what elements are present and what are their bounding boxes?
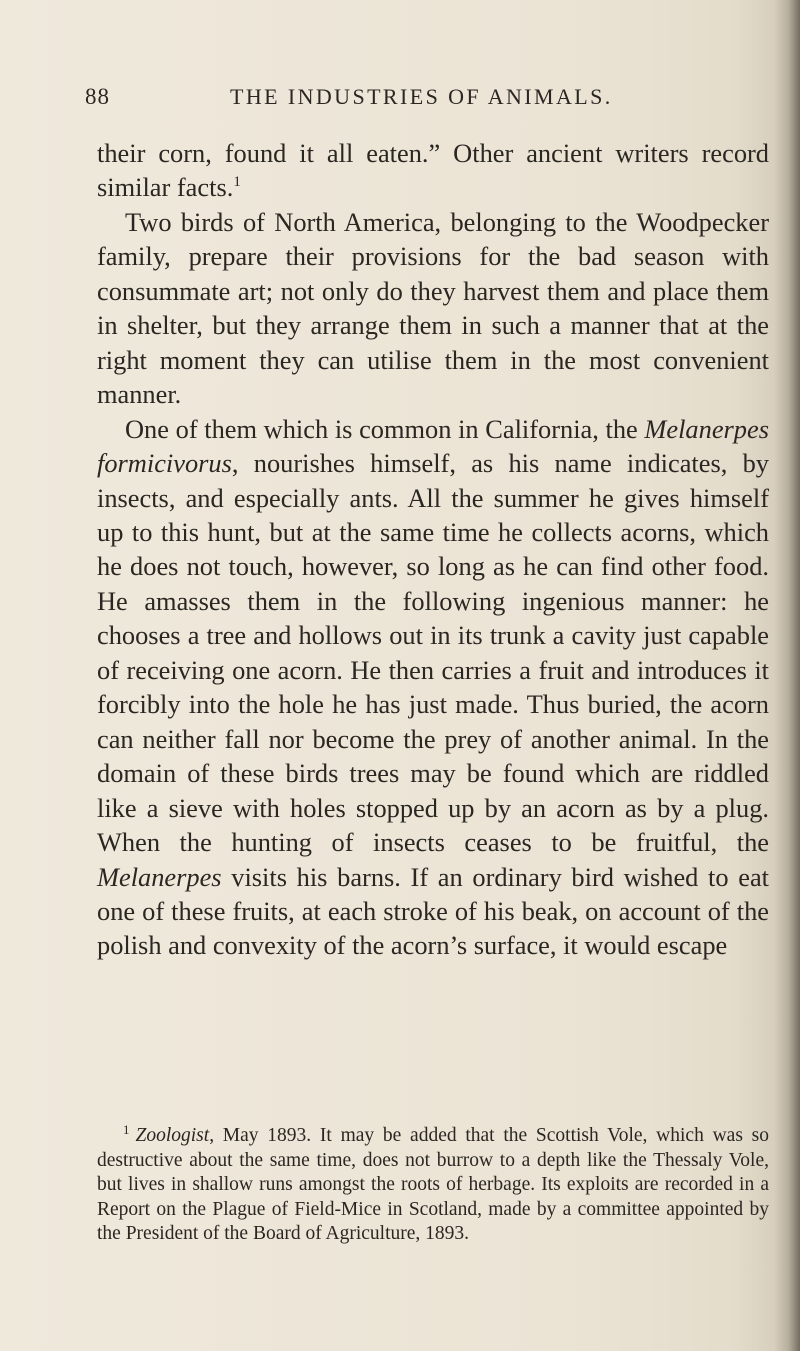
page-number: 88	[85, 84, 110, 109]
running-head: THE INDUSTRIES OF ANIMALS.	[230, 84, 613, 109]
paragraph-3-body: , nourishes himself, as his name indicates, by insects, and especially ants. All the summer he gives himself up to this hunt, but at the same time he collects acorns, which he does not touch, however, so long as he can find other food. He amasses them in the following ingenious manner: he chooses a tree and hollows out in its trunk a cavity just capable of receiving one acorn. He then carries a fruit and introduces it forcibly into the hole he has just made. Thus buried, the acorn can neither fall nor become the prey of another animal. In the domain of these birds trees may be found which are riddled like a sieve with holes stopped up by an acorn as by a plug. When the hunting of insects ceases to be fruitful, the	[97, 448, 769, 858]
footnote-text: , May 1893. It may be added that the Scottish Vole, which was so destructive about the same time, does not burrow to a depth like the Thessaly Vole, but lives in shallow runs amongst the roots of herbage. Its exploits are recorded in a Report on the Plague of Field-Mice in Scotland, made by a committee appointed by the President of the Board of Agriculture, 1893.	[97, 1125, 769, 1245]
paragraph-1-text: their corn, found it all eaten.” Other ancient writers record similar facts.	[97, 138, 769, 203]
footnote-mark: 1	[123, 1122, 130, 1137]
species-name: Melanerpes formicivorus	[97, 413, 769, 479]
footnote-1	[97, 1124, 769, 1247]
footnote-source: Zoologist	[135, 1125, 210, 1146]
page-edge-shadow	[774, 0, 800, 1351]
paragraph-3	[97, 412, 769, 963]
footnote-reference: 1	[233, 174, 241, 191]
paragraph-1	[97, 136, 769, 205]
paragraph-2: Two birds of North America, belonging to the Woodpecker family, prepare their provisions for the bad season with consummate art; not only do they harvest them and place them in shelter, but they arrange them in such a manner that at the right moment they can utilise them in the most convenient manner.	[97, 206, 769, 410]
paragraph-3-intro: One of them which is common in California, the	[125, 413, 645, 444]
main-text	[97, 136, 769, 963]
footnote-section	[97, 1124, 769, 1247]
page-header	[85, 84, 775, 114]
genus-name: Melanerpes	[97, 861, 222, 892]
paragraph-3-end: visits his barns. If an ordinary bird wished to eat one of these fruits, at each stroke of his beak, on account of the polish and convexity of the acorn’s surface, it would escape	[97, 861, 769, 961]
